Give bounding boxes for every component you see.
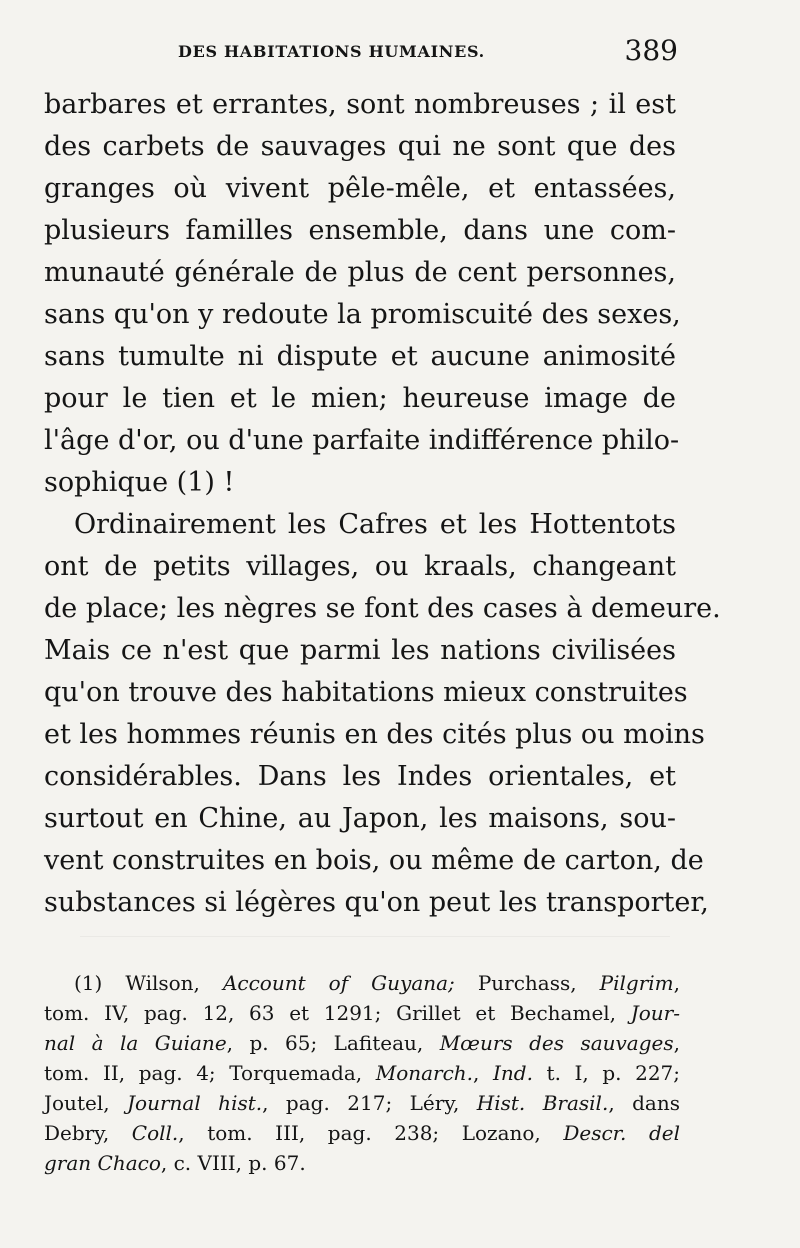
page-number: 389 bbox=[624, 34, 678, 67]
page-header bbox=[178, 34, 678, 74]
footnote-text: , c. VIII, p. 67. bbox=[160, 1151, 306, 1175]
footnote-text: Debry, bbox=[44, 1121, 132, 1145]
footnote-line bbox=[44, 1118, 680, 1148]
footnote-separator bbox=[80, 936, 670, 937]
main-text bbox=[44, 84, 721, 924]
footnote-title: Mœurs des sauvages bbox=[439, 1031, 674, 1055]
text-line: considérables. Dans les Indes orientales, et bbox=[44, 761, 676, 792]
text-line: surtout en Chine, au Japon, les maisons, sou- bbox=[44, 803, 676, 834]
footnote-text: tom. IV, pag. 12, 63 et 1291; Grillet et Bechamel, bbox=[44, 1001, 631, 1025]
text-line: plusieurs familles ensemble, dans une com- bbox=[44, 215, 676, 246]
text-line: Mais ce n'est que parmi les nations civilisées bbox=[44, 635, 676, 666]
footnote-title: Hist. Brasil. bbox=[476, 1091, 609, 1115]
footnote-title: nal à la Guiane bbox=[44, 1031, 227, 1055]
footnote-text: , bbox=[473, 1061, 493, 1085]
footnote-text: , p. 65; Lafiteau, bbox=[226, 1031, 440, 1055]
text-line: Ordinairement les Cafres et les Hottentots bbox=[74, 509, 676, 540]
text-line: munauté générale de plus de cent personnes, bbox=[44, 257, 676, 288]
footnote-title: Descr. del bbox=[563, 1121, 680, 1145]
text-line: sophique (1) ! bbox=[44, 467, 235, 498]
text-line: granges où vivent pêle-mêle, et entassées, bbox=[44, 173, 676, 204]
footnote-line bbox=[44, 1088, 680, 1118]
footnote-title: Monarch. bbox=[375, 1061, 474, 1085]
footnote-line bbox=[44, 1058, 680, 1088]
running-head: DES HABITATIONS HUMAINES. bbox=[178, 42, 485, 61]
text-line: pour le tien et le mien; heureuse image de bbox=[44, 383, 676, 414]
text-line: l'âge d'or, ou d'une parfaite indifférence philo- bbox=[44, 425, 680, 456]
footnote-title: Jour- bbox=[630, 1001, 680, 1025]
text-line: sans tumulte ni dispute et aucune animosité bbox=[44, 341, 676, 372]
text-line: barbares et errantes, sont nombreuses ; il est bbox=[44, 89, 676, 120]
text-line: ont de petits villages, ou kraals, changeant bbox=[44, 551, 676, 582]
footnote-text: tom. II, pag. 4; Torquemada, bbox=[44, 1061, 376, 1085]
text-line: substances si légères qu'on peut les transporter, bbox=[44, 887, 709, 918]
footnote-title: Pilgrim bbox=[599, 971, 674, 995]
footnote-title: Account of Guyana; bbox=[222, 971, 455, 995]
text-line: des carbets de sauvages qui ne sont que des bbox=[44, 131, 676, 162]
text-line: qu'on trouve des habitations mieux construites bbox=[44, 677, 688, 708]
footnote-title: gran Chaco bbox=[44, 1151, 161, 1175]
footnote-text: Purchass, bbox=[454, 971, 600, 995]
footnotes bbox=[44, 968, 680, 1178]
text-line: sans qu'on y redoute la promiscuité des sexes, bbox=[44, 299, 681, 330]
footnote-text: Joutel, bbox=[44, 1091, 128, 1115]
text-line: de place; les nègres se font des cases à demeure. bbox=[44, 593, 721, 624]
text-line: vent construites en bois, ou même de carton, de bbox=[44, 845, 704, 876]
footnote-title: Journal hist. bbox=[127, 1091, 263, 1115]
footnote-text: t. I, p. 227; bbox=[532, 1061, 681, 1085]
footnote-text: , bbox=[673, 1031, 680, 1055]
footnote-line bbox=[44, 968, 680, 998]
footnote-text: (1) Wilson, bbox=[74, 971, 223, 995]
footnote-text: , dans bbox=[608, 1091, 680, 1115]
footnote-title: Ind. bbox=[493, 1061, 533, 1085]
footnote-text: , tom. III, pag. 238; Lozano, bbox=[178, 1121, 564, 1145]
footnote-title: Coll. bbox=[131, 1121, 179, 1145]
footnote-line bbox=[44, 1148, 680, 1178]
footnote-text: , bbox=[673, 971, 680, 995]
footnote-line bbox=[44, 998, 680, 1028]
footnote-line bbox=[44, 1028, 680, 1058]
text-line: et les hommes réunis en des cités plus ou moins bbox=[44, 719, 705, 750]
footnote-text: , pag. 217; Léry, bbox=[262, 1091, 477, 1115]
